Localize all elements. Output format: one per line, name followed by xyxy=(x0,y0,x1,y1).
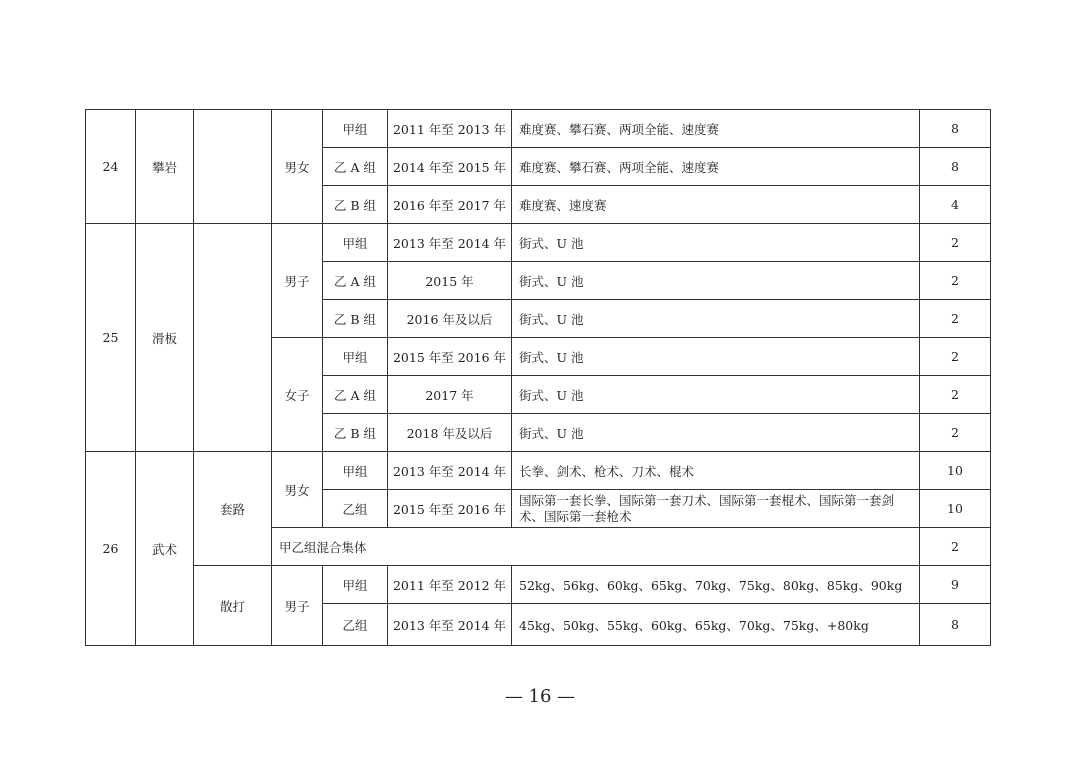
discipline: 套路 xyxy=(194,452,272,566)
discipline xyxy=(194,224,272,452)
birth-years: 2013 年至 2014 年 xyxy=(388,452,512,490)
group: 甲组 xyxy=(323,452,388,490)
birth-years: 2011 年至 2013 年 xyxy=(388,110,512,148)
group: 甲组 xyxy=(323,338,388,376)
event-count: 8 xyxy=(920,110,991,148)
group: 甲组 xyxy=(323,566,388,604)
group: 乙 A 组 xyxy=(323,376,388,414)
event-count: 9 xyxy=(920,566,991,604)
birth-years: 2018 年及以后 xyxy=(388,414,512,452)
gender: 女子 xyxy=(272,338,323,452)
event-count: 10 xyxy=(920,452,991,490)
events: 国际第一套长拳、国际第一套刀术、国际第一套棍术、国际第一套剑术、国际第一套枪术 xyxy=(512,490,920,528)
page-number: — 16 — xyxy=(504,686,576,707)
birth-years: 2015 年至 2016 年 xyxy=(388,490,512,528)
birth-years: 2011 年至 2012 年 xyxy=(388,566,512,604)
events: 街式、U 池 xyxy=(512,224,920,262)
table-row xyxy=(86,224,991,262)
group: 甲组 xyxy=(323,110,388,148)
event-count: 2 xyxy=(920,262,991,300)
events: 难度赛、攀石赛、两项全能、速度赛 xyxy=(512,110,920,148)
group: 乙 B 组 xyxy=(323,414,388,452)
birth-years: 2015 年至 2016 年 xyxy=(388,338,512,376)
item-number: 26 xyxy=(86,452,136,646)
group: 乙 A 组 xyxy=(323,262,388,300)
events: 街式、U 池 xyxy=(512,414,920,452)
event-count: 2 xyxy=(920,528,991,566)
sport-name: 武术 xyxy=(136,452,194,646)
birth-years: 2014 年至 2015 年 xyxy=(388,148,512,186)
event-count: 2 xyxy=(920,338,991,376)
group: 乙 B 组 xyxy=(323,186,388,224)
sport-name: 滑板 xyxy=(136,224,194,452)
gender: 男女 xyxy=(272,452,323,528)
table-row xyxy=(86,110,991,148)
events: 难度赛、攀石赛、两项全能、速度赛 xyxy=(512,148,920,186)
events-table xyxy=(85,109,991,646)
group: 甲乙组混合集体 xyxy=(272,528,920,566)
events: 街式、U 池 xyxy=(512,376,920,414)
group: 乙 B 组 xyxy=(323,300,388,338)
events: 难度赛、速度赛 xyxy=(512,186,920,224)
group: 乙组 xyxy=(323,604,388,646)
group: 乙组 xyxy=(323,490,388,528)
events: 街式、U 池 xyxy=(512,300,920,338)
birth-years: 2013 年至 2014 年 xyxy=(388,604,512,646)
item-number: 25 xyxy=(86,224,136,452)
event-count: 4 xyxy=(920,186,991,224)
event-count: 8 xyxy=(920,148,991,186)
events: 长拳、剑术、枪术、刀术、棍术 xyxy=(512,452,920,490)
birth-years: 2016 年及以后 xyxy=(388,300,512,338)
discipline: 散打 xyxy=(194,566,272,646)
events: 52kg、56kg、60kg、65kg、70kg、75kg、80kg、85kg、90kg xyxy=(512,566,920,604)
event-count: 2 xyxy=(920,224,991,262)
table-row xyxy=(86,566,991,604)
group: 乙 A 组 xyxy=(323,148,388,186)
birth-years: 2015 年 xyxy=(388,262,512,300)
group: 甲组 xyxy=(323,224,388,262)
sport-name: 攀岩 xyxy=(136,110,194,224)
event-count: 2 xyxy=(920,376,991,414)
table-row xyxy=(86,452,991,490)
events: 街式、U 池 xyxy=(512,338,920,376)
events: 街式、U 池 xyxy=(512,262,920,300)
birth-years: 2016 年至 2017 年 xyxy=(388,186,512,224)
discipline xyxy=(194,110,272,224)
gender: 男子 xyxy=(272,566,323,646)
birth-years: 2013 年至 2014 年 xyxy=(388,224,512,262)
event-count: 2 xyxy=(920,300,991,338)
events: 45kg、50kg、55kg、60kg、65kg、70kg、75kg、+80kg xyxy=(512,604,920,646)
gender: 男子 xyxy=(272,224,323,338)
event-count: 10 xyxy=(920,490,991,528)
event-count: 8 xyxy=(920,604,991,646)
birth-years: 2017 年 xyxy=(388,376,512,414)
event-count: 2 xyxy=(920,414,991,452)
item-number: 24 xyxy=(86,110,136,224)
gender: 男女 xyxy=(272,110,323,224)
